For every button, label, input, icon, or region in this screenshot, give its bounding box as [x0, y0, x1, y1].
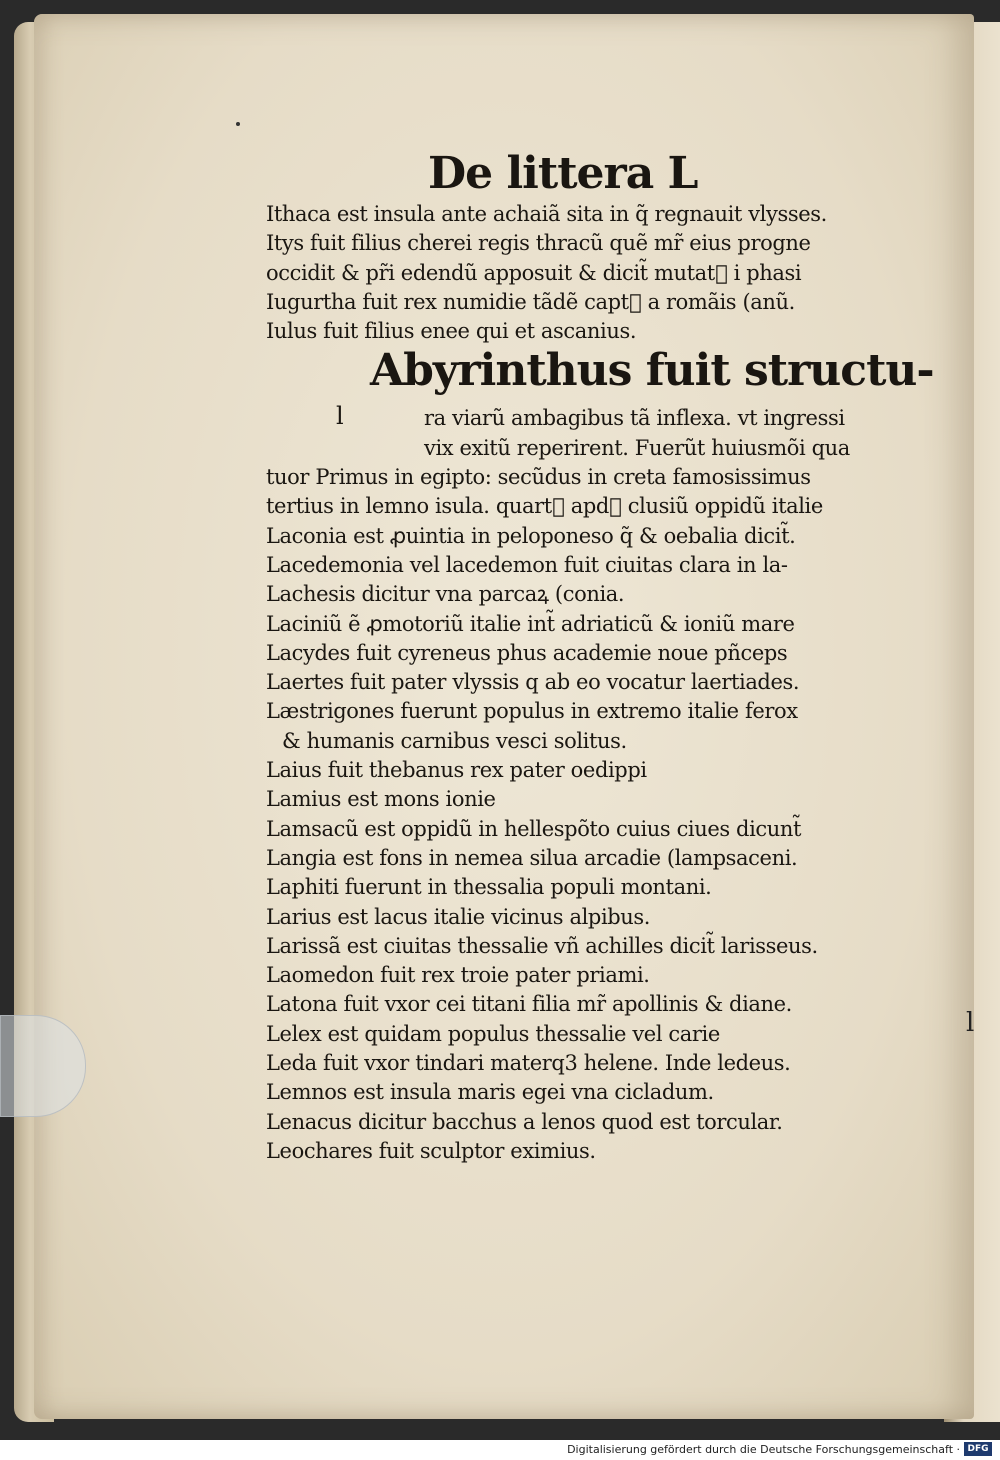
- text-line: Larius est lacus italie vicinus alpibus.: [266, 904, 651, 929]
- text-line: Langia est fons in nemea silua arcadie (lampsaceni.: [266, 845, 798, 870]
- text-line: Lachesis dicitur vna parcaꝝ (conia.: [266, 582, 625, 607]
- text-line: Laconia est ꝓuintia in peloponeso q̃ & oebalia dicit̃.: [266, 523, 796, 548]
- text-line: Lelex est quidam populus thessalie vel carie: [266, 1021, 720, 1046]
- section-heading: De littera L: [428, 148, 698, 199]
- ink-speck: [236, 122, 240, 126]
- text-line: Laphiti fuerunt in thessalia populi montani.: [266, 875, 712, 900]
- dfg-logo: DFG: [964, 1442, 992, 1456]
- text-line: vix exitũ reperirent. Fuerũt huiusmõi qua: [424, 435, 850, 460]
- text-line: Læstrigones fuerunt populus in extremo italie ferox: [266, 699, 798, 724]
- text-line: occidit & pr̃i edendũ apposuit & dicit̃ mutat᷒ i phasi: [266, 260, 802, 285]
- entry-initial-letter: l: [336, 402, 344, 431]
- funding-credit: Digitalisierung gefördert durch die Deutsche Forschungsgemeinschaft ·: [567, 1443, 960, 1456]
- text-line: Leda fuit vxor tindari materq3 helene. Inde ledeus.: [266, 1051, 791, 1076]
- marginal-mark: l: [966, 1008, 975, 1038]
- entry-title: Abyrinthus fuit structu-: [370, 345, 934, 397]
- text-line: Laomedon fuit rex troie pater priami.: [266, 963, 650, 988]
- text-line: Lacedemonia vel lacedemon fuit ciuitas clara in la-: [266, 552, 788, 577]
- main-entries: [266, 463, 866, 756]
- text-line: Lacydes fuit cyreneus phus academie noue pñceps: [266, 640, 788, 665]
- text-line: Lamius est mons ionie: [266, 787, 496, 812]
- text-line: Larissã est ciuitas thessalie vñ achilles dicit̃ larisseus.: [266, 933, 818, 958]
- text-line: Laciniũ ẽ ꝓmotoriũ italie int̃ adriaticũ & ioniũ mare: [266, 611, 795, 636]
- text-line: Lenacus dicitur bacchus a lenos quod est torcular.: [266, 1109, 783, 1134]
- page-text: [266, 148, 934, 1166]
- text-line: & humanis carnibus vesci solitus.: [282, 728, 627, 753]
- text-line: Ithaca est insula ante achaiã sita in q̃ regnauit vlysses.: [266, 202, 827, 226]
- text-line: Lamsacũ est oppidũ in hellespõto cuius ciues dicunt̃: [266, 816, 802, 841]
- text-line: Laertes fuit pater vlyssis q ab eo vocatur laertiades.: [266, 670, 800, 695]
- end-entries: [266, 756, 866, 1166]
- text-line: Lemnos est insula maris egei vna cicladum.: [266, 1080, 714, 1105]
- text-line: tertius in lemno isula. quart᷒ apd᷒ clusiũ oppidũ italie: [266, 494, 823, 519]
- text-line: tuor Primus in egipto: secũdus in creta famosissimus: [266, 465, 811, 490]
- text-line: Iulus fuit filius enee qui et ascanius.: [266, 319, 637, 344]
- text-line: Laius fuit thebanus rex pater oedippi: [266, 758, 647, 783]
- top-entries: [266, 200, 866, 346]
- text-line: Latona fuit vxor cei titani filia mr̃ apollinis & diane.: [266, 992, 792, 1017]
- text-line: Itys fuit filius cherei regis thracũ quẽ mr̃ eius progne: [266, 231, 811, 256]
- text-line: ra viarũ ambagibus tã inflexa. vt ingressi: [424, 406, 845, 431]
- text-line: Iugurtha fuit rex numidie tãdẽ capt᷒ a romãis (anũ.: [266, 289, 795, 314]
- text-line: Leochares fuit sculptor eximius.: [266, 1138, 596, 1163]
